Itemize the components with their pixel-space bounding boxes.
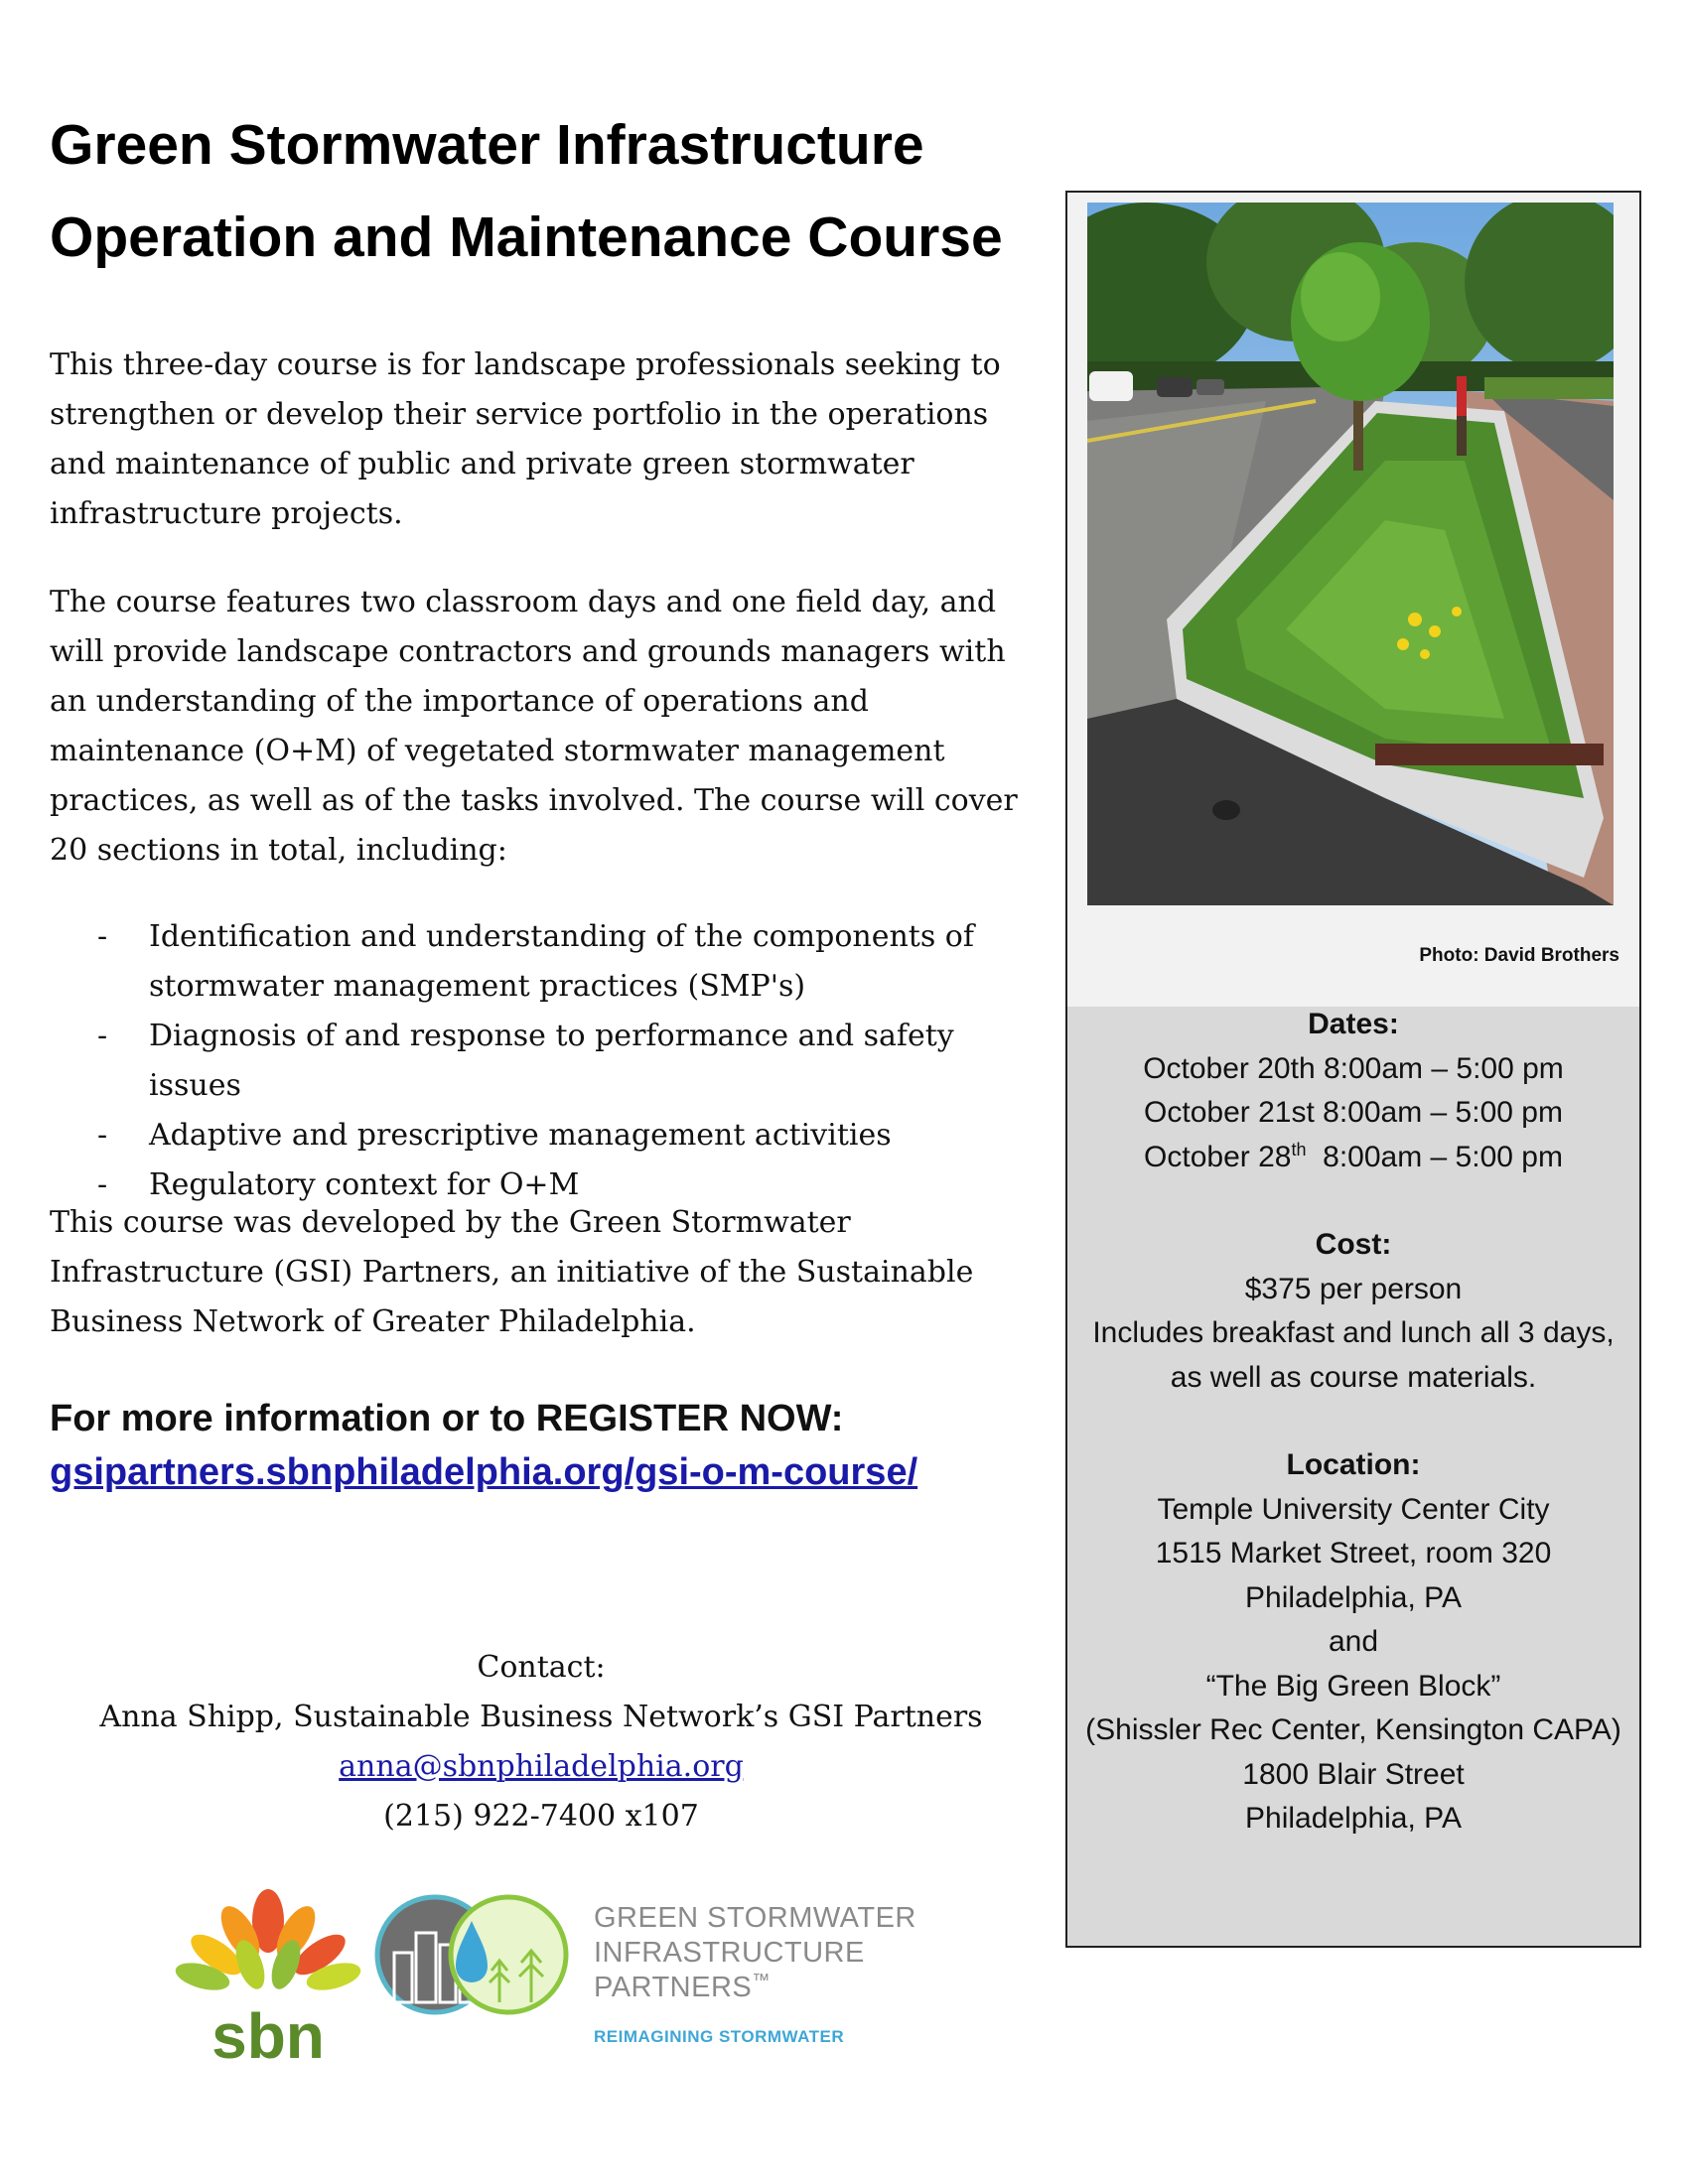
cost-detail-1: Includes breakfast and lunch all 3 days, <box>1092 1316 1615 1349</box>
list-item-text: Diagnosis of and response to performance and safety issues <box>149 1019 954 1103</box>
intro-paragraph: This three-day course is for landscape professionals seeking to strengthen or develop their service portfolio in the operations and maintenance of public and private green stormwater infrastructure projects. <box>50 347 1001 531</box>
location-line: (Shissler Rec Center, Kensington CAPA) <box>1085 1713 1621 1746</box>
cost-heading: Cost: <box>1315 1228 1392 1261</box>
photo-panel <box>1067 193 1639 1007</box>
contact-phone: (215) 922-7400 x107 <box>383 1799 699 1834</box>
register-heading: For more information or to REGISTER NOW: <box>50 1398 844 1439</box>
register-link[interactable]: gsipartners.sbnphiladelphia.org/gsi-o-m-course/ <box>50 1451 918 1493</box>
topics-list <box>50 912 1023 1210</box>
gsi-partners-wordmark <box>594 1901 916 2054</box>
title-line-2: Operation and Maintenance Course <box>50 205 1003 269</box>
rain-garden-photo <box>1087 203 1614 905</box>
dates-heading: Dates: <box>1308 1008 1399 1040</box>
cost-price: $375 per person <box>1244 1272 1463 1305</box>
list-item-text: Regulatory context for O+M <box>149 1167 580 1202</box>
gsi-partners-logo-icon <box>372 1891 571 2020</box>
date-1: October 20th 8:00am – 5:00 pm <box>1143 1051 1564 1085</box>
page-title <box>50 99 1043 284</box>
location-line: Temple University Center City <box>1157 1492 1550 1526</box>
date-3-time: 8:00am – 5:00 pm <box>1306 1140 1563 1173</box>
location-line: “The Big Green Block” <box>1205 1669 1501 1703</box>
cost-detail-2: as well as course materials. <box>1170 1360 1537 1394</box>
contact-block <box>50 1643 1033 1842</box>
features-paragraph: The course features two classroom days and one field day, and will provide landscape contractors and grounds managers with an understanding of the importance of operations and maintenance (O+M) of vegetated stormwater management practices, as well as of the tasks involved. The course will cover 20 sections in total, including: <box>50 585 1018 868</box>
location-line: Philadelphia, PA <box>1245 1580 1462 1614</box>
list-item <box>50 1012 1023 1111</box>
title-line-1: Green Stormwater Infrastructure <box>50 113 924 177</box>
location-line: 1515 Market Street, room 320 <box>1155 1537 1552 1570</box>
register-callout <box>50 1392 1043 1499</box>
list-bullet: - <box>97 1019 108 1053</box>
list-item <box>50 912 1023 1012</box>
list-bullet: - <box>97 1167 108 1202</box>
gsi-wordmark-partners: PARTNERS <box>594 1972 753 2003</box>
date-3-ordinal: th <box>1291 1139 1307 1160</box>
gsi-trademark: ™ <box>752 1970 771 1990</box>
contact-name: Anna Shipp, Sustainable Business Network’s GSI Partners <box>99 1700 983 1734</box>
sbn-logo <box>169 1881 367 2070</box>
gsi-wordmark-line-2: INFRASTRUCTURE <box>594 1937 865 1969</box>
course-details-sidebar <box>1065 191 1641 1948</box>
sbn-petals-icon <box>173 1889 363 1995</box>
date-2: October 21st 8:00am – 5:00 pm <box>1144 1096 1563 1129</box>
course-info <box>1067 1003 1639 1842</box>
location-line: Philadelphia, PA <box>1245 1802 1462 1835</box>
contact-label: Contact: <box>477 1650 606 1685</box>
list-bullet: - <box>97 919 108 954</box>
gsi-tagline: REIMAGINING STORMWATER <box>594 2027 845 2046</box>
list-item-text: Adaptive and prescriptive management activities <box>149 1118 892 1153</box>
gsi-wordmark-line-3 <box>594 1971 916 2005</box>
gsi-wordmark-line-1: GREEN STORMWATER <box>594 1902 916 1934</box>
list-item-text: Identification and understanding of the components of stormwater management practices (SMP's) <box>149 919 974 1004</box>
photo-credit: Photo: David Brothers <box>1419 945 1619 966</box>
list-bullet: - <box>97 1118 108 1153</box>
location-line: 1800 Blair Street <box>1242 1757 1465 1791</box>
date-3-day: October 28 <box>1144 1140 1292 1173</box>
location-heading: Location: <box>1286 1448 1421 1481</box>
contact-email-link[interactable]: anna@sbnphiladelphia.org <box>339 1749 744 1784</box>
location-and: and <box>1328 1625 1379 1658</box>
list-item <box>50 1111 1023 1160</box>
date-3 <box>1067 1136 1639 1180</box>
sbn-logo-text: sbn <box>211 2000 325 2070</box>
developed-paragraph: This course was developed by the Green Stormwater Infrastructure (GSI) Partners, an initiative of the Sustainable Business Network of Greater Philadelphia. <box>50 1205 974 1339</box>
